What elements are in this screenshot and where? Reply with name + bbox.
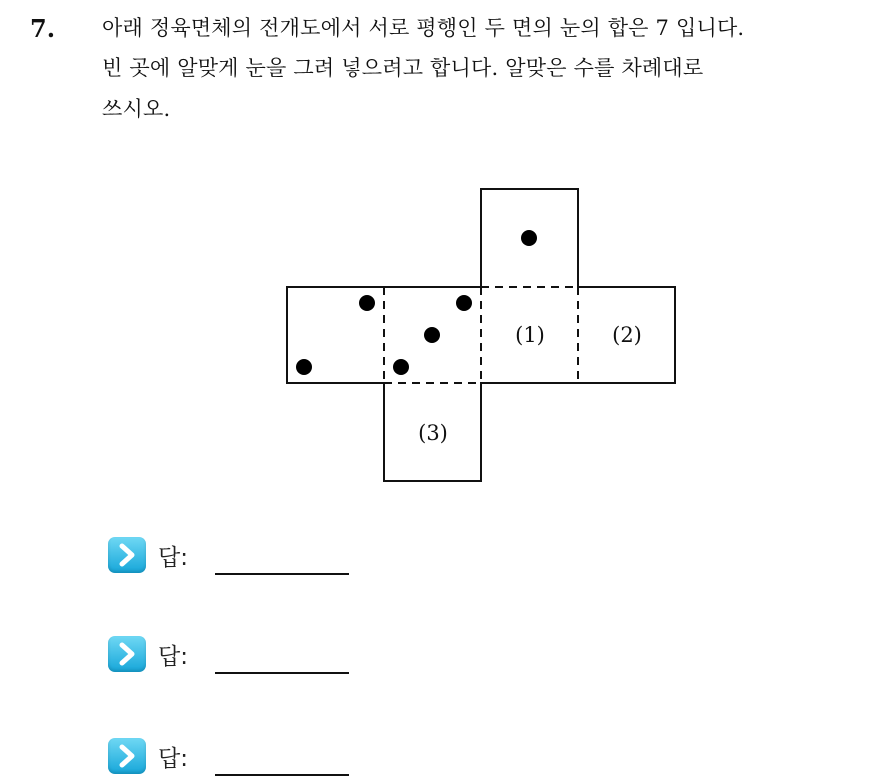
answer-label: 답: xyxy=(158,746,188,772)
die-pip xyxy=(359,295,375,311)
die-pip xyxy=(393,359,409,375)
answer-blank-1[interactable] xyxy=(215,573,349,575)
blank-face-label-2: (2) xyxy=(612,323,642,347)
chevron-right-icon xyxy=(108,738,146,774)
answer-blank-2[interactable] xyxy=(215,672,349,674)
question-number: 7. xyxy=(30,14,56,43)
blank-face-label-3: (3) xyxy=(418,421,448,445)
chevron-right-icon xyxy=(108,636,146,672)
answer-label: 답: xyxy=(158,644,188,670)
die-pip xyxy=(296,359,312,375)
answer-label: 답: xyxy=(158,545,188,571)
chevron-right-icon xyxy=(108,537,146,573)
question-text-line-1: 아래 정육면체의 전개도에서 서로 평행인 두 면의 눈의 합은 7 입니다. xyxy=(102,16,745,40)
question-text-line-3: 쓰시오. xyxy=(102,97,171,121)
answer-blank-3[interactable] xyxy=(215,774,349,776)
blank-face-label-1: (1) xyxy=(515,323,545,347)
question-text-line-2: 빈 곳에 알맞게 눈을 그려 넣으려고 합니다. 알맞은 수를 차례대로 xyxy=(102,56,704,80)
die-pip xyxy=(424,327,440,343)
die-pip xyxy=(456,295,472,311)
die-pip xyxy=(521,230,537,246)
